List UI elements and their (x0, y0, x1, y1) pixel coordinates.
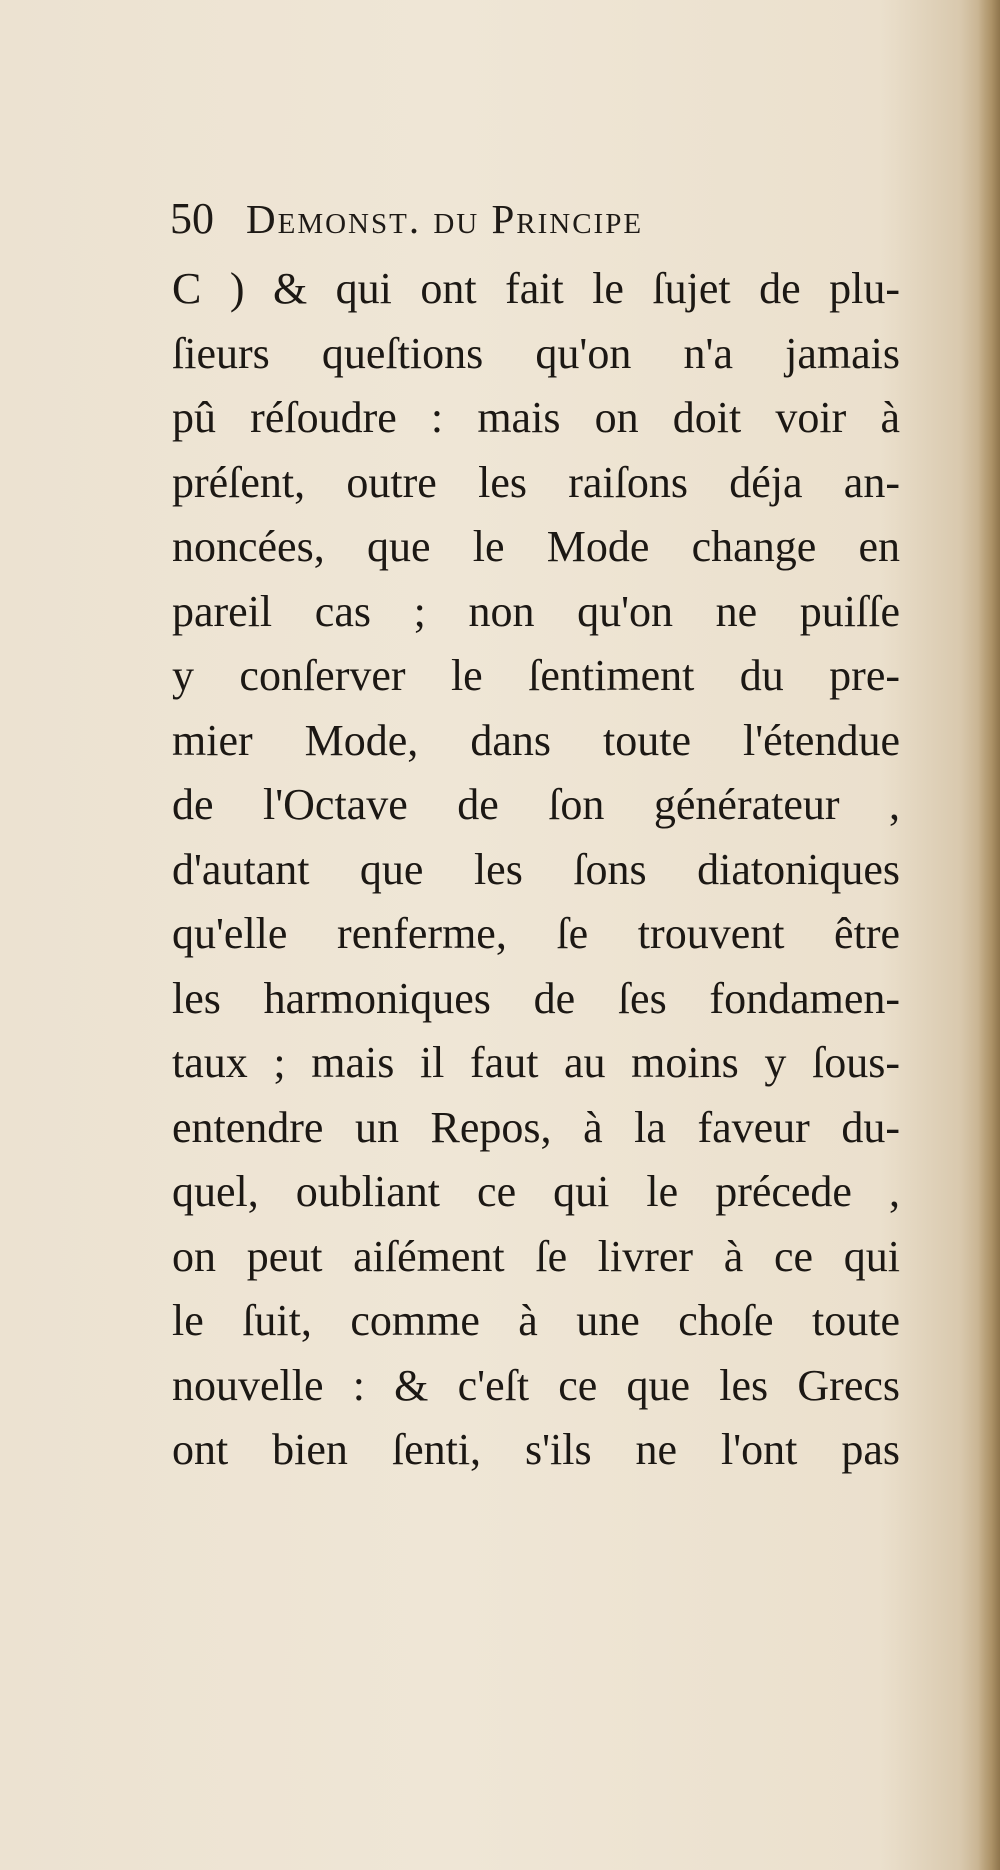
text-line: ont bien ſenti, s'ils ne l'ont pas (172, 1425, 900, 1474)
page-number: 50 (170, 194, 214, 243)
text-line: qu'elle renferme, ſe trouvent être (172, 909, 900, 958)
bleed-through-mark (285, 1500, 335, 1550)
body-text (172, 257, 900, 1483)
text-line: préſent, outre les raiſons déja an- (172, 457, 900, 507)
text-line: ſieurs queſtions qu'on n'a jamais (172, 328, 900, 378)
text-line: de l'Octave de ſon générateur , (172, 780, 900, 829)
text-line: le ſuit, comme à une choſe toute (172, 1296, 900, 1345)
text-line: nouvelle : & c'eſt ce que les Grecs (172, 1360, 900, 1410)
text-line: mier Mode, dans toute l'étendue (172, 715, 900, 765)
text-line: d'autant que les ſons diatoniques (172, 844, 900, 894)
text-line: quel, oubliant ce qui le précede , (172, 1167, 900, 1216)
text-line: taux ; mais il faut au moins y ſous- (172, 1038, 900, 1087)
text-line: les harmoniques de ſes fondamen- (172, 973, 900, 1023)
text-line: noncées, que le Mode change en (172, 522, 900, 571)
text-line: C ) & qui ont fait le ſujet de plu- (172, 264, 900, 313)
page-edge-shadow (978, 0, 1000, 1870)
text-line: pû réſoudre : mais on doit voir à (172, 393, 900, 442)
text-line: y conſerver le ſentiment du pre- (172, 651, 900, 700)
text-line: pareil cas ; non qu'on ne puiſſe (172, 586, 900, 636)
running-head: Demonst. du Principe (246, 196, 644, 242)
text-line: entendre un Repos, à la faveur du- (172, 1102, 900, 1152)
text-line: on peut aiſément ſe livrer à ce qui (172, 1231, 900, 1281)
page-header (170, 193, 820, 253)
